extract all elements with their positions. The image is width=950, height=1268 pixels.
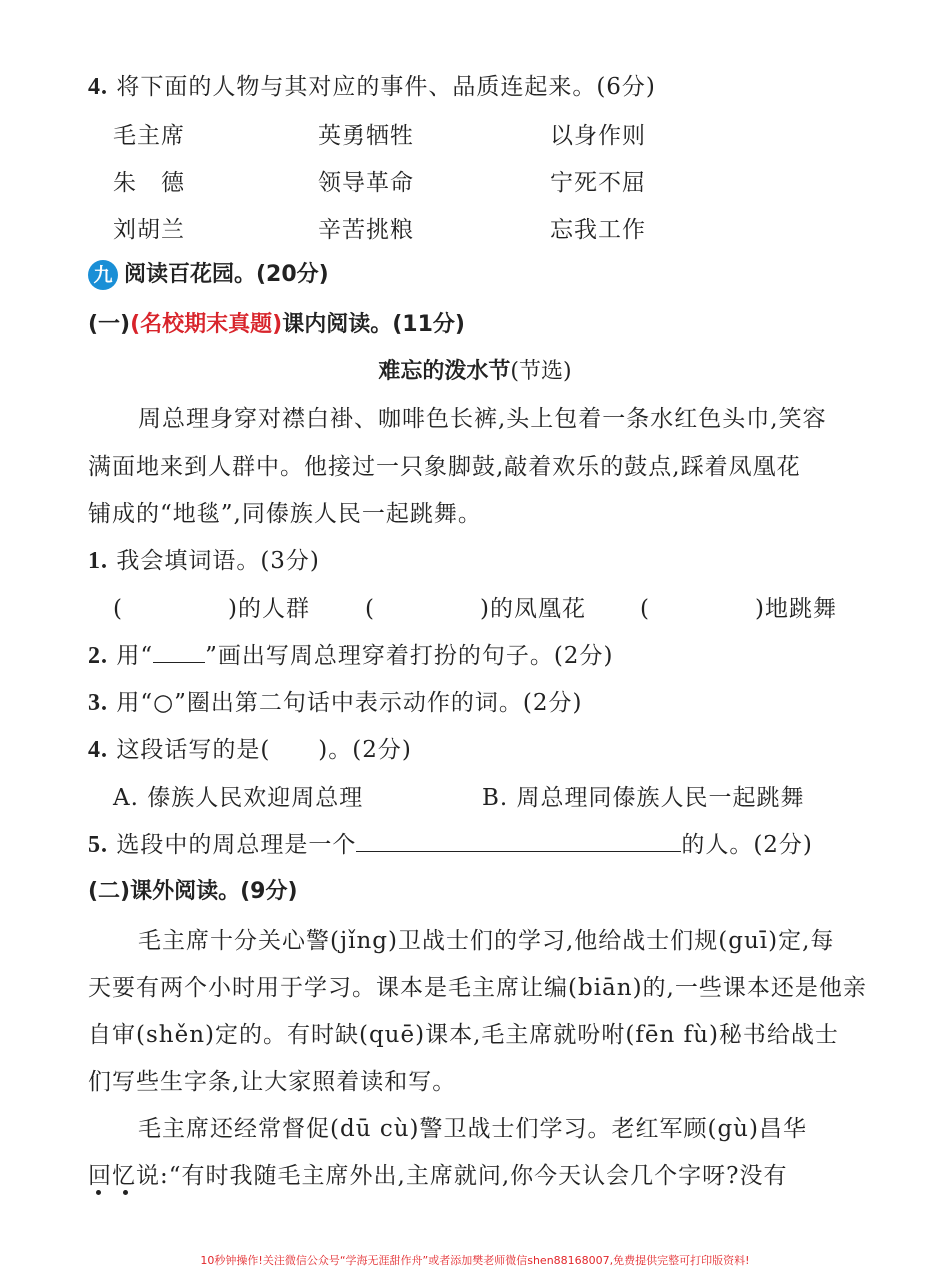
question-number: 3. <box>88 690 108 716</box>
match-event-1: 英勇牺牲 <box>318 123 414 149</box>
question-1 <box>88 542 320 575</box>
question-text-post: 的人。(2分) <box>681 832 813 858</box>
match-event-2: 领导革命 <box>318 170 414 196</box>
passage-subtitle: (节选) <box>510 359 572 384</box>
fill-blank-3 <box>640 590 837 623</box>
match-person-2: 朱 德 <box>113 170 185 196</box>
paren-open: ( <box>113 596 123 622</box>
answer-line <box>356 828 681 852</box>
question-2 <box>88 637 613 670</box>
match-quality-1: 以身作则 <box>550 123 646 149</box>
question-3 <box>88 684 582 717</box>
question-text: 我会填词语。(3分) <box>116 548 320 574</box>
match-person-3: 刘胡兰 <box>113 217 185 243</box>
question-number: 2. <box>88 643 108 669</box>
question-number: 4. <box>88 737 108 763</box>
section-badge: 九 <box>88 260 118 290</box>
blank-suffix: )的凤凰花 <box>479 596 586 622</box>
passage-1-line-3: 铺成的“地毯”,同傣族人民一起跳舞。 <box>88 501 482 527</box>
part-label: (一) <box>88 312 131 337</box>
fill-blank-2 <box>365 590 586 623</box>
option-a: A. 傣族人民欢迎周总理 <box>113 785 364 811</box>
question-text: 用“○”圈出第二句话中表示动作的词。(2分) <box>116 690 583 716</box>
question-number: 1. <box>88 548 108 574</box>
question-5 <box>88 826 813 859</box>
question-number: 4. <box>88 74 108 100</box>
blank-suffix: )的人群 <box>227 596 310 622</box>
source-tag: (名校期末真题) <box>130 312 283 337</box>
match-quality-2: 宁死不屈 <box>550 170 646 196</box>
option-b: B. 周总理同傣族人民一起跳舞 <box>482 785 805 811</box>
question-text: 这段话写的是( )。(2分) <box>116 737 412 763</box>
passage-title <box>0 354 950 385</box>
part-2-heading: (二)课外阅读。(9分) <box>88 879 298 904</box>
footer-notice: 10秒钟操作!关注微信公众号“学海无涯甜作舟”或者添加樊老师微信shen88168007,免费提供完整可打印版资料! <box>200 1254 750 1267</box>
passage-2-line-6: 回忆说:“有时我随毛主席外出,主席就问,你今天认会几个字呀?没有 <box>88 1163 788 1189</box>
question-number: 5. <box>88 832 108 858</box>
passage-2-line-3: 自审(shěn)定的。有时缺(quē)课本,毛主席就吩咐(fēn fù)秘书给战士 <box>88 1022 839 1048</box>
question-text: 将下面的人物与其对应的事件、品质连起来。(6分) <box>116 74 656 100</box>
passage-2-line-4: 们写些生字条,让大家照着读和写。 <box>88 1069 457 1095</box>
emphasis-dot <box>96 1190 101 1195</box>
part-title: 课内阅读。(11分) <box>282 312 465 337</box>
passage-2-line-5: 毛主席还经常督促(dū cù)警卫战士们学习。老红军顾(gù)昌华 <box>138 1116 807 1142</box>
match-person-1: 毛主席 <box>113 123 185 149</box>
passage-title-text: 难忘的泼水节 <box>378 359 511 384</box>
section-9-heading <box>88 257 329 290</box>
match-quality-3: 忘我工作 <box>550 217 646 243</box>
match-event-3: 辛苦挑粮 <box>318 217 414 243</box>
paren-open: ( <box>640 596 650 622</box>
question-text-pre: 用“ <box>116 643 154 669</box>
paren-open: ( <box>365 596 375 622</box>
blank-suffix: )地跳舞 <box>754 596 837 622</box>
passage-1-line-2: 满面地来到人群中。他接过一只象脚鼓,敲着欢乐的鼓点,踩着凤凰花 <box>88 454 801 480</box>
question-4 <box>88 731 412 764</box>
passage-2-line-1: 毛主席十分关心警(jǐng)卫战士们的学习,他给战士们规(guī)定,每 <box>138 928 835 954</box>
section-title: 阅读百花园。(20分) <box>124 262 329 287</box>
question-text-pre: 选段中的周总理是一个 <box>116 832 357 858</box>
passage-2-line-2: 天要有两个小时用于学习。课本是毛主席让编(biān)的,一些课本还是他亲 <box>88 975 867 1001</box>
question-4-matching <box>88 68 656 101</box>
fill-blank-1 <box>113 590 310 623</box>
part-1-heading <box>88 307 465 338</box>
underline-sample <box>153 639 205 663</box>
question-text-post: ”画出写周总理穿着打扮的句子。(2分) <box>205 643 614 669</box>
passage-1-line-1: 周总理身穿对襟白褂、咖啡色长裤,头上包着一条水红色头巾,笑容 <box>138 406 827 432</box>
emphasis-dot <box>123 1190 128 1195</box>
